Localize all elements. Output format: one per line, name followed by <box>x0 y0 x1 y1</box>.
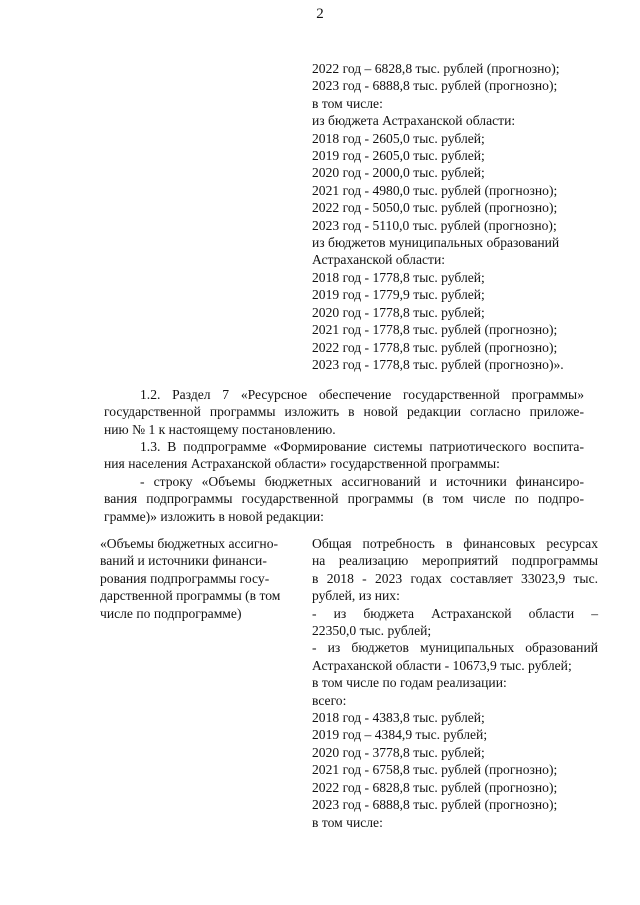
paragraph-1-3 <box>104 438 584 525</box>
text-line: 2022 год - 5050,0 тыс. рублей (прогнозно); <box>312 200 558 216</box>
text-line: «Объемы бюджетных ассигно- <box>100 536 279 551</box>
text-line: из бюджета Астраханской области: <box>312 113 516 129</box>
text-line: числе по подпрограмме) <box>100 605 242 621</box>
text-line: 2018 год - 1778,8 тыс. рублей; <box>312 269 485 285</box>
text-line: дарственной программы (в том <box>100 588 281 604</box>
text-line: 2022 год – 6828,8 тыс. рублей (прогнозно); <box>312 61 560 76</box>
text-line: - из бюджета Астраханской области – <box>312 605 598 621</box>
page-number: 2 <box>316 6 324 22</box>
text-line: 2022 год - 6828,8 тыс. рублей (прогнозно); <box>312 779 558 795</box>
text-line: 2020 год - 1778,8 тыс. рублей; <box>312 304 485 320</box>
text-line: - из бюджетов муниципальных образований <box>312 640 598 656</box>
text-line: 2018 год - 4383,8 тыс. рублей; <box>312 710 485 726</box>
text-line: 2023 год - 6888,8 тыс. рублей (прогнозно); <box>312 78 558 94</box>
text-line: 2021 год - 4980,0 тыс. рублей (прогнозно); <box>312 182 558 198</box>
text-line: ния населения Астраханской области» государственной программы: <box>104 456 500 472</box>
text-line: в том числе по годам реализации: <box>312 675 507 691</box>
text-line: 1.2. Раздел 7 «Ресурсное обеспечение государственной программы» <box>140 387 584 402</box>
text-line: 2020 год - 2000,0 тыс. рублей; <box>312 165 485 181</box>
text-line: грамме)» изложить в новой редакции: <box>104 508 324 524</box>
text-line: рования подпрограммы госу- <box>100 570 270 586</box>
text-line: 2023 год - 5110,0 тыс. рублей (прогнозно); <box>312 217 557 233</box>
text-line: рублей, из них: <box>312 588 400 604</box>
text-line: в том числе: <box>312 95 383 111</box>
text-line: всего: <box>312 692 347 708</box>
text-line: 2021 год - 1778,8 тыс. рублей (прогнозно); <box>312 322 558 338</box>
text-line: на реализацию мероприятий подпрограммы <box>312 553 598 569</box>
text-line: 2019 год – 4384,9 тыс. рублей; <box>312 727 488 743</box>
table-right-cell <box>312 535 598 831</box>
text-line: в 2018 - 2023 годах составляет 33023,9 тыс. <box>312 570 598 586</box>
text-line: в том числе: <box>312 814 383 830</box>
text-line: 2019 год - 2605,0 тыс. рублей; <box>312 148 485 164</box>
text-line: 2023 год - 1778,8 тыс. рублей (прогнозно)». <box>312 356 564 372</box>
text-line: Общая потребность в финансовых ресурсах <box>312 536 598 551</box>
text-line: 2021 год - 6758,8 тыс. рублей (прогнозно); <box>312 762 558 778</box>
budget-continuation-block <box>312 60 564 373</box>
text-line: государственной программы изложить в новой редакции согласно приложе- <box>104 404 584 420</box>
text-line: 2020 год - 3778,8 тыс. рублей; <box>312 744 485 760</box>
text-line: 1.3. В подпрограмме «Формирование системы патриотического воспита- <box>140 439 584 454</box>
table-left-cell <box>100 535 280 622</box>
text-line: 2019 год - 1779,9 тыс. рублей; <box>312 287 485 303</box>
text-line: 2018 год - 2605,0 тыс. рублей; <box>312 130 485 146</box>
text-line: - строку «Объемы бюджетных ассигнований и источники финансиро- <box>140 473 584 489</box>
text-line: ваний и источники финанси- <box>100 553 267 569</box>
text-line: вания подпрограммы государственной программы (в том числе по подпро- <box>104 491 584 507</box>
text-line: 2023 год - 6888,8 тыс. рублей (прогнозно); <box>312 797 558 813</box>
text-line: Астраханской области: <box>312 252 446 268</box>
text-line: 22350,0 тыс. рублей; <box>312 623 432 639</box>
text-line: Астраханской области - 10673,9 тыс. рублей; <box>312 657 572 673</box>
text-line: нию № 1 к настоящему постановлению. <box>104 421 336 437</box>
text-line: 2022 год - 1778,8 тыс. рублей (прогнозно); <box>312 339 558 355</box>
text-line: из бюджетов муниципальных образований <box>312 235 560 251</box>
paragraph-1-2 <box>104 386 584 438</box>
